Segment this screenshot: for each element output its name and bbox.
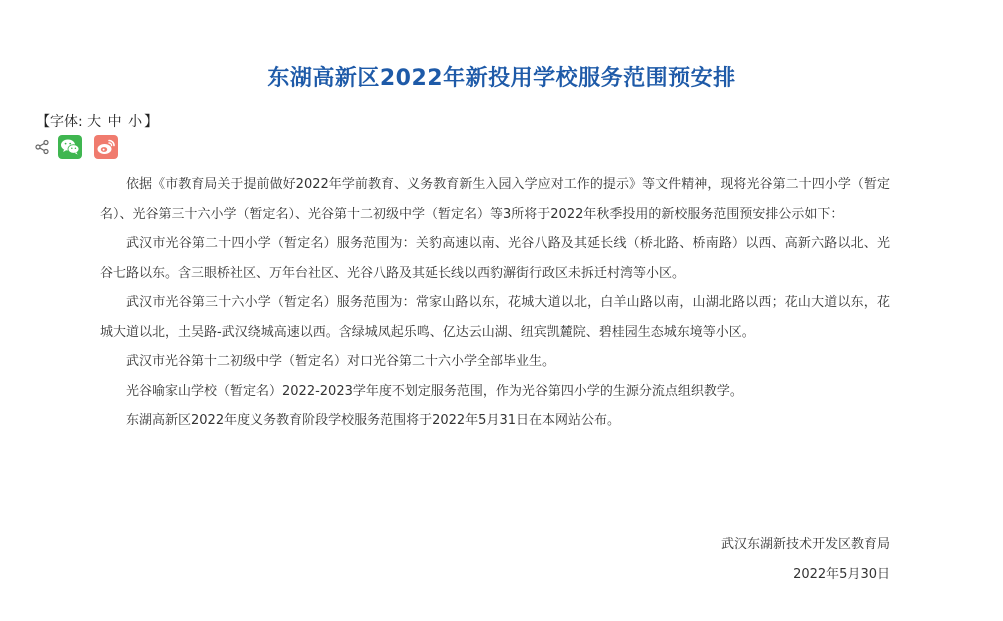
article-paragraph: 光谷喻家山学校（暂定名）2022-2023学年度不划定服务范围，作为光谷第四小学的生源分流点组织教学。	[126, 383, 743, 399]
page-title: 东湖高新区2022年新投用学校服务范围预安排	[267, 66, 736, 91]
font-size-bar	[36, 112, 158, 132]
font-size-small-link[interactable]: 小	[128, 114, 143, 130]
article-paragraph: 武汉市光谷第十二初级中学（暂定名）对口光谷第二十六小学全部毕业生。	[126, 354, 556, 369]
font-bar-open-bracket: 【	[36, 114, 50, 130]
wechat-share-icon[interactable]	[58, 135, 82, 159]
article-paragraph: 东湖高新区2022年度义务教育阶段学校服务范围将于2022年5月31日在本网站公布。	[126, 413, 620, 428]
issuer-name: 武汉东湖新技术开发区教育局	[720, 537, 890, 552]
font-size-large-link[interactable]: 大	[87, 114, 102, 130]
article-paragraph: 武汉市光谷第三十六小学（暂定名）服务范围为：常家山路以东，花城大道以北，白羊山路以南，山湖北路以西；花山大道以东，花城大道以北，土吴路-武汉绕城高速以西。含绿城凤起乐鸣、亿达云山湖、纽宾凯麓院、碧桂园生态城东境等小区。	[100, 295, 890, 340]
signature-block	[721, 530, 890, 590]
article-body	[100, 170, 890, 436]
issue-date: 2022年5月30日	[793, 567, 890, 582]
font-bar-label: 字体:	[50, 114, 83, 130]
weibo-share-icon[interactable]	[94, 135, 118, 159]
font-size-medium-link[interactable]: 中	[107, 114, 122, 130]
article-paragraph: 依据《市教育局关于提前做好2022年学前教育、义务教育新生入园入学应对工作的提示》等文件精神，现将光谷第二十四小学（暂定名）、光谷第三十六小学（暂定名）、光谷第十二初级中学（暂定名）等3所将于2022年秋季投用的新校服务范围预安排公示如下：	[100, 177, 890, 222]
font-bar-close-bracket: 】	[144, 114, 159, 130]
share-bar	[34, 134, 130, 160]
share-icon[interactable]	[34, 139, 50, 155]
article-paragraph: 武汉市光谷第二十四小学（暂定名）服务范围为：关豹高速以南、光谷八路及其延长线（桥北路、桥南路）以西、高新六路以北、光谷七路以东。含三眼桥社区、万年台社区、光谷八路及其延长线以西豹澥街行政区未拆迁村湾等小区。	[100, 236, 890, 281]
